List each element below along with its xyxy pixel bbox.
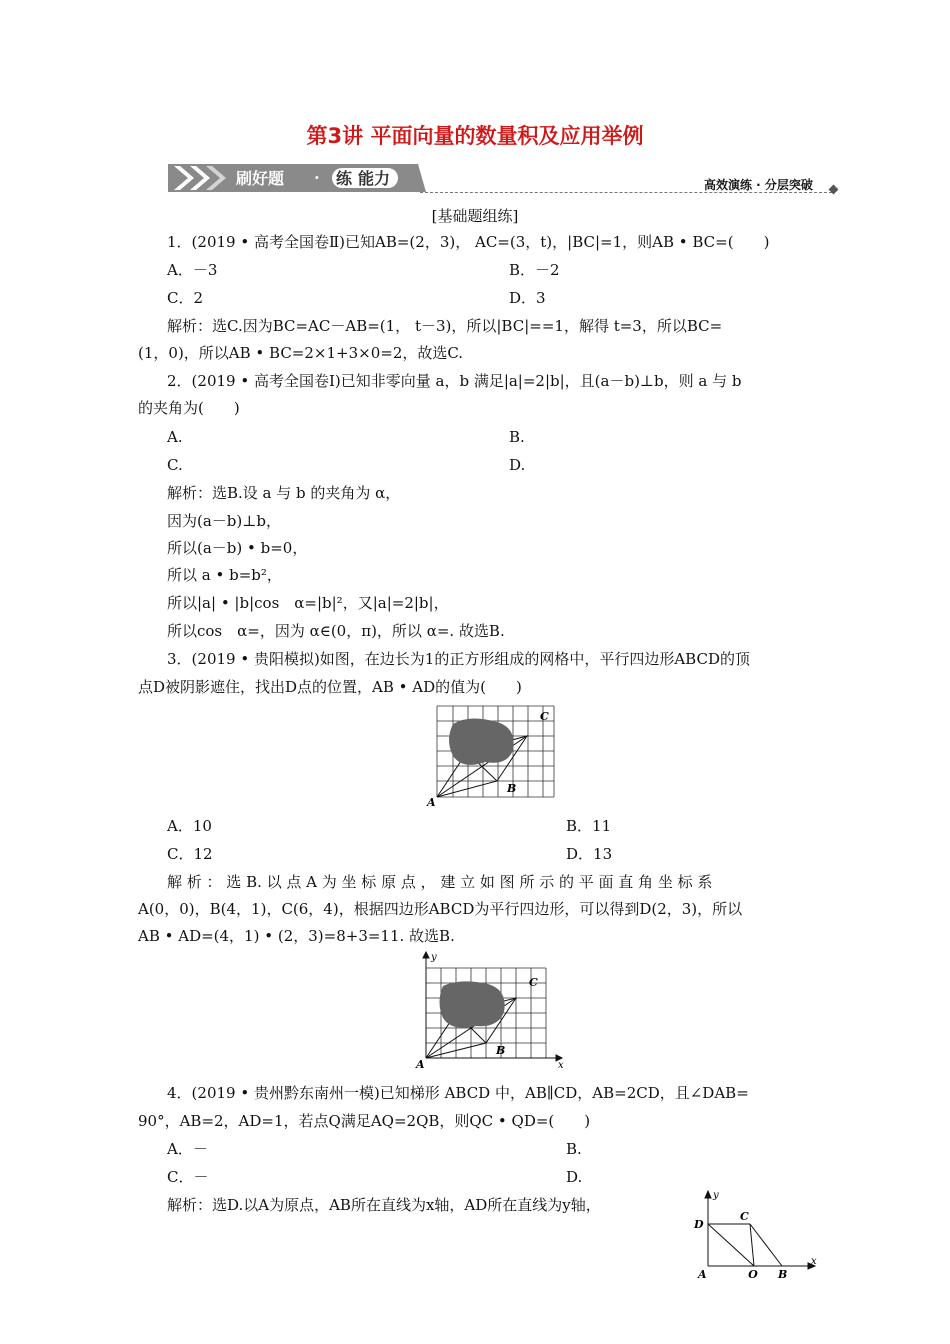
q1-solution-2: (1，0)，所以AB • BC=2×1+3×0=2，故选C. [138, 344, 464, 362]
q3-solution-1: 解 析 ： 选 B. 以 点 A 为 坐 标 原 点 ， 建 立 如 图 所 示 的 平 面 直 角 坐 标 系 [167, 873, 713, 891]
q4-label-a: A [698, 1268, 707, 1278]
q3-grid-figure-axes [412, 950, 572, 1074]
q1-solution-1: 解析：选C.因为BC=AC－AB=(1， t－3)，所以|BC|==1，解得 t=3，所以BC= [167, 317, 723, 335]
banner-right-text: 高效演练 · 分层突破 [704, 178, 813, 192]
q3-grid-figure [425, 700, 565, 812]
q2-option-a: A. [167, 428, 183, 446]
q4-option-c: C．－ [167, 1168, 209, 1186]
q3-solution-3: AB • AD=(4，1) • (2，3)=8+3=11. 故选B. [138, 927, 455, 945]
q2-solution-6: 所以cos α=，因为 α∈(0，π)，所以 α=. 故选B. [167, 622, 505, 640]
q4-label-q: Q [748, 1268, 758, 1278]
q3-label-b: B [507, 782, 517, 795]
q4-trapezoid-figure [688, 1186, 822, 1282]
banner-rule [420, 192, 832, 193]
q3-label-c: C [540, 710, 549, 723]
q3-option-a: A．10 [167, 817, 212, 835]
q2-solution-1: 解析：选B.设 a 与 b 的夹角为 α， [167, 484, 401, 502]
q2-solution-2: 因为(a－b)⊥b， [167, 512, 281, 530]
q1-option-b: B．－2 [509, 261, 560, 279]
q2-solution-3: 所以(a－b) • b=0， [167, 539, 308, 557]
page-title: 第3讲 平面向量的数量积及应用举例 [306, 124, 644, 148]
q3-axes-label-c: C [529, 976, 538, 989]
q3-label-a: A [427, 796, 436, 808]
q4-label-c: C [740, 1210, 749, 1223]
q2-option-d: D. [509, 456, 526, 474]
q4-label-x: x [811, 1256, 817, 1267]
q1-stem: 1．(2019 • 高考全国卷Ⅱ)已知AB=(2，3)， AC=(3，t)，|BC|=1，则AB • BC=( ) [167, 233, 770, 251]
banner-left-c: 能力 [358, 169, 391, 188]
q1-option-d: D．3 [509, 289, 546, 307]
q4-label-y: y [713, 1190, 719, 1201]
banner-left-a: 刷好题 [236, 169, 285, 188]
q4-label-b: B [778, 1268, 788, 1278]
q4-option-a: A．－ [167, 1140, 208, 1158]
section-banner [168, 164, 426, 192]
q4-label-d: D [694, 1218, 704, 1231]
q2-option-b: B. [509, 428, 525, 446]
q3-axes-label-b: B [496, 1044, 506, 1057]
q2-stem-2: 的夹角为( ) [138, 399, 240, 417]
banner-left-dot: · [314, 168, 320, 187]
q3-stem-1: 3．(2019 • 贵阳模拟)如图，在边长为1的正方形组成的网格中，平行四边形ABCD的顶 [167, 650, 750, 668]
q1-option-c: C．2 [167, 289, 204, 307]
q4-option-b: B. [566, 1140, 582, 1158]
banner-left-b: 练 [336, 169, 353, 188]
q2-option-c: C. [167, 456, 183, 474]
q4-solution: 解析：选D.以A为原点，AB所在直线为x轴，AD所在直线为y轴， [167, 1196, 601, 1214]
q3-axes-label-x: x [558, 1060, 564, 1070]
q2-solution-4: 所以 a • b=b²， [167, 566, 282, 584]
q1-option-a: A．－3 [167, 261, 218, 279]
q4-stem-2: 90°，AB=2，AD=1，若点Q满足AQ=2QB，则QC • QD=( ) [138, 1112, 591, 1130]
q3-stem-2: 点D被阴影遮住，找出D点的位置，AB • AD的值为( ) [138, 678, 522, 696]
section-heading: [基础题组练] [431, 207, 519, 225]
q4-stem-1: 4．(2019 • 贵州黔东南州一模)已知梯形 ABCD 中，AB∥CD，AB=2CD，且∠DAB= [167, 1084, 749, 1102]
q2-solution-5: 所以|a| • |b|cos α=|b|²，又|a|=2|b|， [167, 594, 449, 612]
q3-option-b: B．11 [566, 817, 612, 835]
q3-option-c: C．12 [167, 845, 213, 863]
q3-option-d: D．13 [566, 845, 613, 863]
q2-stem-1: 2．(2019 • 高考全国卷Ⅰ)已知非零向量 a，b 满足|a|=2|b|，且(a－b)⊥b，则 a 与 b [167, 372, 742, 390]
q3-solution-2: A(0，0)，B(4，1)，C(6，4)，根据四边形ABCD为平行四边形，可以得到D(2，3)，所以 [138, 900, 743, 918]
q3-axes-label-a: A [416, 1058, 425, 1070]
q3-axes-label-y: y [431, 952, 437, 963]
q4-option-d: D. [566, 1168, 583, 1186]
banner-graphic [168, 164, 426, 192]
